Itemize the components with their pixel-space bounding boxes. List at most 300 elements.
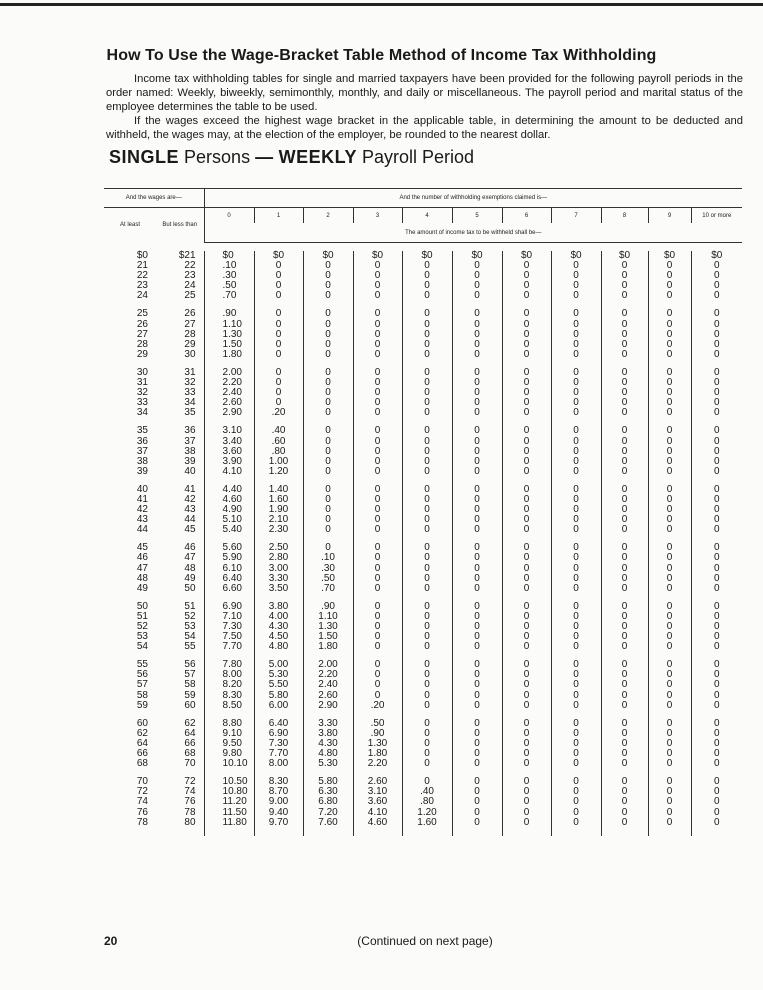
table-cell-value: 70 [136,776,148,788]
table-cell-value: 44 [136,524,148,536]
table-cell-value: 0 [666,552,673,564]
table-cell-value: 70 [184,758,196,770]
table-cell-value: 0 [621,631,628,643]
page-number: 20 [104,934,118,948]
table-cell-value: 0 [275,338,282,350]
table-cell-value: 41 [184,483,196,495]
table-cell-value: 0 [275,290,282,302]
table-cell-value: 0 [523,338,530,350]
but-less-than-header: But less than [162,222,198,229]
table-cell-value: 0 [573,514,579,526]
table-cell-value: 0 [374,308,381,320]
bracket-block [104,719,742,769]
tax-cell [502,251,551,301]
table-cell-value: 46 [184,542,196,554]
table-cell-value: .60 [271,435,286,447]
table-cell-value: 0 [573,641,579,653]
but-less-than-cell [156,719,204,769]
table-cell-value: 0 [325,483,331,495]
table-cell-value: 0 [621,641,628,653]
tax-cell [691,777,742,827]
table-cell-value: 6.90 [268,727,289,739]
table-cell-value: 0 [523,425,530,437]
table-cell-value: 1.30 [367,737,388,749]
table-cell-value: 0 [714,387,720,399]
table-cell-value: 0 [523,387,530,399]
table-cell-value: 0 [424,748,430,760]
table-cell-value: 1.10 [318,610,338,622]
table-cell-value: 0 [325,542,331,554]
table-cell-value: 0 [714,737,720,749]
table-cell-value: 31 [184,366,196,378]
table-cell-value: 0 [714,572,720,584]
table-cell-value: $0 [618,250,631,261]
table-cell-value: 0 [523,366,530,378]
table-cell-value: 40 [136,483,148,495]
table-cell-value: $0 [663,250,676,261]
tax-cell [204,485,254,535]
tax-cell [452,660,502,710]
table-cell-value: 0 [325,270,331,282]
table-cell-value: 7.70 [222,641,242,653]
tax-cell [601,543,648,593]
table-cell-value: 0 [474,455,480,467]
tax-cell [502,485,551,535]
table-cell-value: 0 [621,610,628,622]
table-cell-value: 0 [374,493,381,505]
tax-cell [303,777,353,827]
table-cell-value: 0 [523,483,530,495]
table-cell-value: 3.40 [222,435,242,447]
table-cell-value: 51 [184,600,196,612]
table-cell-value: 0 [621,280,628,292]
table-cell-value: 0 [621,786,628,798]
tax-cell [254,602,303,652]
table-cell-value: 0 [424,669,430,681]
table-cell-value: 0 [374,407,381,419]
table-cell-value: 0 [666,328,673,340]
table-cell-value: 0 [666,727,673,739]
exemption-col-header: 9 [648,208,691,224]
but-less-than-cell [156,602,204,652]
table-cell-value: 0 [474,562,480,574]
bracket-block [104,543,742,593]
table-cell-value: 0 [573,318,579,330]
table-cell-value: 0 [374,338,381,350]
table-cell-value: 0 [621,435,628,447]
table-cell-value: 0 [325,290,331,302]
table-cell-value: 0 [523,290,530,302]
table-cell-value: 0 [374,610,381,622]
table-cell-value: 80 [184,816,196,828]
table-cell-value: 0 [714,727,720,739]
table-cell-value: 0 [474,717,480,729]
table-cell-value: 0 [621,737,628,749]
tax-cell [691,485,742,535]
table-cell-value: 76 [136,806,148,818]
table-cell-value: .80 [420,796,434,808]
table-cell-value: 0 [573,796,579,808]
tax-cell [254,368,303,418]
table-cell-value: 0 [325,514,331,526]
table-cell-value: 0 [523,348,530,360]
table-cell-value: 2.00 [222,366,242,378]
table-cell-value: .70 [321,582,335,594]
table-cell-value: 0 [325,328,331,340]
table-cell-value: 0 [666,504,673,516]
table-cell-value: 30 [136,366,148,378]
table-cell-value: 0 [573,348,579,360]
table-cell-value: 0 [474,816,480,828]
table-cell-value: 1.50 [222,338,242,350]
but-less-than-cell [156,485,204,535]
table-cell-value: 0 [714,621,720,632]
table-cell-value: 0 [573,572,579,584]
tax-cell [254,777,303,827]
table-cell-value: 0 [474,641,480,653]
tax-cell [402,368,452,418]
table-cell-value: 0 [523,679,530,691]
table-cell-value: 0 [374,572,381,584]
table-cell-value: 0 [523,562,530,574]
table-cell-value: 8.80 [222,717,242,729]
table-cell-value: 0 [275,260,282,272]
table-cell-value: 0 [424,737,430,749]
table-cell-value: 0 [474,348,480,360]
table-cell-value: $0 [711,250,723,261]
tax-cell [551,777,601,827]
table-cell-value: 0 [474,758,480,770]
at-least-cell [104,426,156,476]
table-cell-value: 0 [424,348,430,360]
table-cell-value: 1.80 [318,641,338,653]
table-cell-value: .50 [321,572,335,584]
tax-cell [452,309,502,359]
tax-cell [691,660,742,710]
table-cell-value: .10 [321,552,335,564]
table-cell-value: 53 [184,621,196,632]
block-spacer [104,769,742,777]
table-cell-value: 22 [136,270,148,282]
tax-cell [551,309,601,359]
table-cell-value: 0 [424,338,430,350]
table-cell-value: 0 [714,524,720,536]
table-cell-value: 0 [325,493,331,505]
block-spacer [104,477,742,485]
table-cell-value: 0 [424,562,430,574]
tax-cell [254,426,303,476]
table-cell-value: 0 [325,465,331,477]
table-cell-value: 0 [374,435,381,447]
table-cell-value: 0 [573,562,579,574]
table-cell-value: 0 [621,542,628,554]
table-cell-value: 1.30 [318,621,338,632]
table-cell-value: 0 [325,318,331,330]
table-cell-value: 0 [523,455,530,467]
tax-cell [402,309,452,359]
tax-cell [648,251,691,301]
table-cell-value: 0 [424,318,430,330]
table-cell-value: 0 [666,425,673,437]
tax-cell [601,660,648,710]
table-cell-value: 56 [136,669,148,681]
table-cell-value: 0 [424,689,430,701]
tax-cell [502,719,551,769]
table-cell-value: 0 [573,290,579,302]
table-cell-value: 0 [666,786,673,798]
table-cell-value: 49 [136,582,148,594]
tax-cell [648,777,691,827]
table-cell-value: 0 [523,552,530,564]
intro-paragraph-1: Income tax withholding tables for single and married taxpayers have been provided for the following payroll periods in the order named: Weekly, biweekly, semimonthly, monthly, and daily or miscellaneous. The payroll period and marital status of the employee determines the table to be used. [106,73,743,113]
table-cell-value: 1.60 [268,493,289,505]
tax-cell [648,426,691,476]
table-cell-value: 0 [474,689,480,701]
table-cell-value: 48 [136,572,148,584]
table-cell-value: 0 [374,425,381,437]
table-cell-value: 0 [523,504,530,516]
table-cell-value: 0 [523,786,530,798]
table-cell-value: 0 [374,504,381,516]
bracket-block [104,660,742,710]
table-cell-value: 0 [666,659,673,671]
table-cell-value: 0 [474,328,480,340]
table-cell-value: 6.90 [222,600,242,612]
table-cell-value: 39 [136,465,148,477]
table-cell-value: 0 [666,524,673,536]
table-cell-value: 7.70 [268,748,289,760]
tax-cell [601,719,648,769]
bracket-block [104,777,742,827]
table-cell-value: 0 [573,280,579,292]
table-cell-value: 0 [474,542,480,554]
table-cell-value: 0 [666,717,673,729]
table-cell-value: 0 [621,600,628,612]
table-cell-value: 0 [523,669,530,681]
table-cell-value: 0 [573,260,579,272]
table-cell-value: 27 [184,318,196,330]
table-cell-value: 0 [424,659,430,671]
table-cell-value: 7.80 [222,659,242,671]
table-cell-value: 3.80 [268,600,289,612]
tax-cell [601,368,648,418]
block-spacer [104,828,742,836]
table-cell-value: 0 [621,514,628,526]
table-cell-value: 0 [714,504,720,516]
table-cell-value: 0 [573,270,579,282]
table-cell-value: 0 [666,641,673,653]
table-cell-value: 0 [573,610,579,622]
table-cell-value: 78 [136,816,148,828]
table-cell-value: 0 [523,435,530,447]
table-cell-value: .30 [222,270,237,282]
table-cell-value: .50 [370,717,385,729]
table-cell-value: 9.10 [222,727,242,739]
table-cell-value: 0 [374,465,381,477]
tax-cell [402,485,452,535]
table-cell-value: 5.40 [222,524,242,536]
table-cell-value: 0 [474,387,480,399]
table-cell-value: 2.10 [268,514,289,526]
table-cell-value: 0 [573,377,579,389]
table-cell-value: 62 [184,717,196,729]
table-cell-value: 1.40 [268,483,289,495]
table-cell-value: 0 [474,445,480,457]
table-cell-value: 0 [666,445,673,457]
table-cell-value: 0 [573,407,579,419]
tax-cell [551,543,601,593]
table-cell-value: 0 [474,407,480,419]
table-cell-value: 0 [374,328,381,340]
table-cell-value: 49 [184,572,196,584]
table-cell-value: 0 [666,758,673,770]
table-cell-value: $0 [570,250,582,261]
tax-cell [303,251,353,301]
table-cell-value: 0 [666,679,673,691]
table-cell-value: 0 [474,552,480,564]
table-cell-value: 45 [136,542,148,554]
table-cell-value: 7.50 [222,631,242,643]
table-cell-value: 0 [573,621,579,632]
table-cell-value: 24 [136,290,148,302]
table-cell-value: 0 [621,465,628,477]
table-cell-value: 72 [136,786,148,798]
block-spacer [104,535,742,543]
table-body [104,243,742,836]
table-cell-value: 0 [714,270,720,282]
table-cell-value: 6.10 [222,562,242,574]
table-cell-value: 29 [136,348,148,360]
table-cell-value: 0 [424,582,430,594]
table-cell-value: 0 [523,582,530,594]
tax-cell [204,309,254,359]
table-cell-value: 0 [573,465,579,477]
table-cell-value: 0 [621,758,628,770]
table-cell-value: 0 [424,397,430,409]
table-cell-value: $0 [371,250,384,261]
table-cell-value: 0 [621,290,628,302]
table-heading [109,147,474,168]
table-cell-value: 0 [621,493,628,505]
tax-cell [601,777,648,827]
table-cell-value: 0 [666,582,673,594]
table-cell-value: 0 [374,659,381,671]
table-cell-value: 0 [374,621,381,632]
table-cell-value: 9.50 [222,737,242,749]
table-cell-value: 0 [621,689,628,701]
tax-cell [551,368,601,418]
table-cell-value: 0 [714,786,720,798]
tax-cell [648,660,691,710]
exemption-col-header: 2 [303,208,353,224]
table-cell-value: 0 [374,318,381,330]
table-cell-value: 0 [523,806,530,818]
table-cell-value: 0 [424,260,430,272]
table-cell-value: 0 [573,387,579,399]
table-cell-value: 8.00 [268,758,289,770]
table-cell-value: 3.60 [367,796,388,808]
table-cell-value: 0 [714,582,720,594]
table-cell-value: 0 [666,483,673,495]
table-cell-value: 0 [621,806,628,818]
table-cell-value: 8.70 [268,786,289,798]
table-cell-value: 0 [374,600,381,612]
table-cell-value: 6.30 [318,786,338,798]
table-cell-value: 0 [573,689,579,701]
table-cell-value: 0 [474,610,480,622]
table-cell-value: 0 [523,377,530,389]
table-cell-value: 0 [523,796,530,808]
at-least-cell [104,719,156,769]
table-cell-value: 0 [325,387,331,399]
wages-header: And the wages are— [104,189,204,208]
table-cell-value: 0 [374,455,381,467]
tax-cell [551,485,601,535]
table-cell-value: 0 [573,308,579,320]
table-cell-value: 0 [474,669,480,681]
table-cell-value: 68 [184,748,196,760]
tax-cell [254,485,303,535]
table-cell-value: 0 [714,377,720,389]
tax-cell [502,426,551,476]
table-cell-value: .90 [321,600,335,612]
table-cell-value: 0 [424,493,430,505]
table-cell-value: 0 [275,366,282,378]
table-cell-value: 0 [474,572,480,584]
tax-cell [204,719,254,769]
table-cell-value: 10.10 [222,758,248,770]
table-cell-value: .70 [222,290,237,302]
table-cell-value: 0 [573,727,579,739]
table-cell-value: 0 [714,328,720,340]
table-cell-value: 0 [374,445,381,457]
table-cell-value: 0 [424,455,430,467]
table-cell-value: 0 [621,407,628,419]
tax-cell [353,368,402,418]
table-cell-value: 0 [573,669,579,681]
table-cell-value: 0 [424,717,430,729]
tax-cell [353,543,402,593]
table-cell-value: 5.50 [268,679,289,691]
table-cell-value: 45 [184,524,196,536]
table-cell-value: 39 [184,455,196,467]
table-cell-value: 0 [621,796,628,808]
table-cell-value: 56 [184,659,196,671]
table-cell-value: 1.00 [268,455,289,467]
exemption-col-header: 8 [601,208,648,224]
tax-cell [502,543,551,593]
table-cell-value: 0 [424,445,430,457]
table-cell-value: .30 [321,562,335,574]
table-cell-value: 0 [424,483,430,495]
table-cell-value: 0 [573,758,579,770]
table-cell-value: 1.20 [268,465,289,477]
table-cell-value: 4.40 [222,483,242,495]
table-cell-value: 0 [621,455,628,467]
exemption-col-header: 10 or more [691,208,742,224]
table-cell-value: 57 [184,669,196,681]
tax-cell [353,309,402,359]
but-less-than-cell [156,251,204,301]
table-cell-value: 0 [424,328,430,340]
table-cell-value: 3.80 [318,727,338,739]
table-cell-value: 0 [573,397,579,409]
tax-cell [353,777,402,827]
table-cell-value: 0 [621,318,628,330]
table-cell-value: 0 [666,260,673,272]
table-cell-value: 0 [523,445,530,457]
table-cell-value: 35 [136,425,148,437]
